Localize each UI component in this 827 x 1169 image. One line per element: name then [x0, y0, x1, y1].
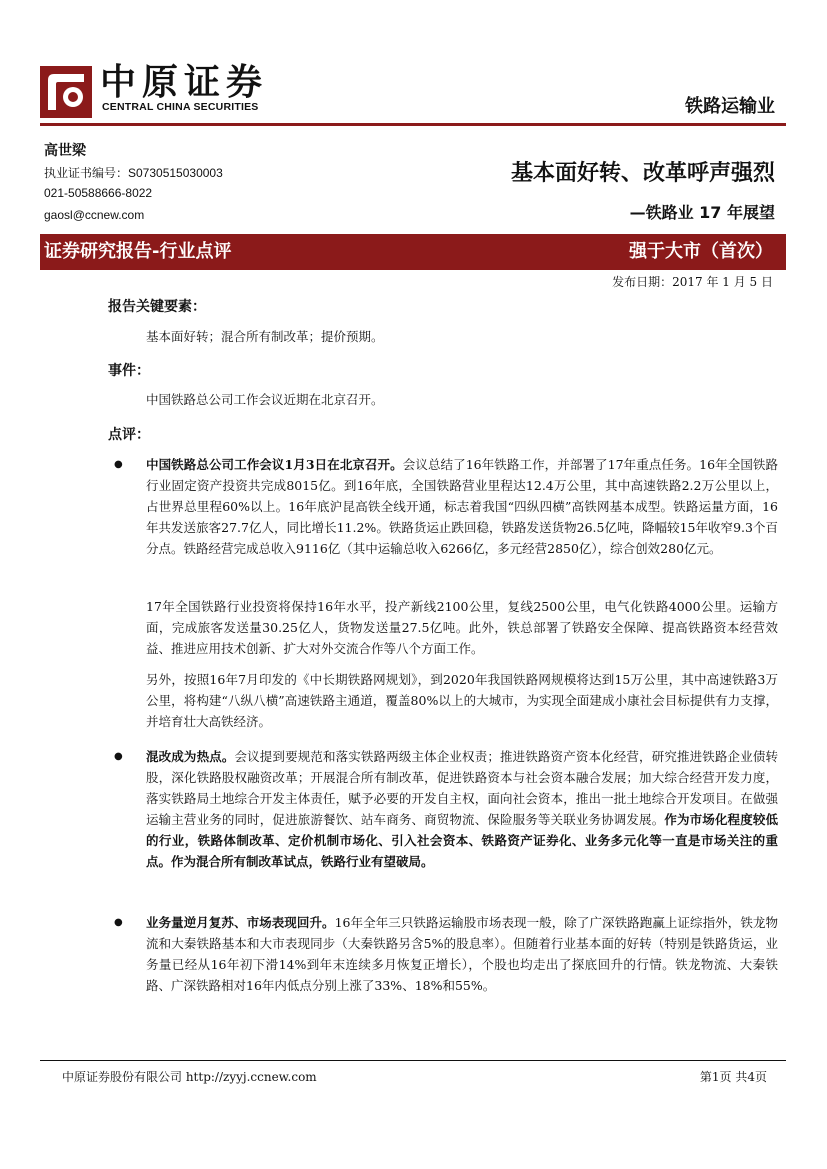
event-heading: 事件：: [108, 363, 150, 379]
report-category: 证券研究报告-行业点评: [44, 241, 232, 262]
paragraph-3: 另外，按照16年7月印发的《中长期铁路网规划》，到2020年我国铁路网规模将达到15万公里，其中高速铁路3万公里，将构建“八纵八横”高速铁路主通道，覆盖80%以上的大城市，为实现全面建成小康社会目标提供有力支撑，并培育壮大高铁经济。: [146, 672, 778, 729]
paragraph-4-lead: 混改成为热点。: [146, 749, 235, 764]
key-elements-heading: 报告关键要素：: [108, 299, 206, 315]
logo-english-name: CENTRAL CHINA SECURITIES: [102, 101, 259, 113]
header-divider: [40, 123, 786, 126]
analyst-cert: 执业证书编号：S0730515030003: [44, 166, 223, 180]
paragraph-1: [146, 454, 778, 559]
analyst-email: gaosl@ccnew.com: [44, 208, 145, 222]
analyst-name: 高世梁: [44, 143, 86, 159]
report-title: 基本面好转、改革呼声强烈: [510, 160, 775, 186]
comment-heading: 点评：: [108, 427, 150, 443]
company-logo-mark: [40, 66, 92, 118]
paragraph-4-body: 会议提到要规范和落实铁路两级主体企业权责；推进铁路资产资本化经营，研究推进铁路企业债转股，深化铁路股权融资改革；开展混合所有制改革，促进铁路资本与社会资本融合发展；加大综合经营开发力度，落实铁路局土地综合开发主体责任，赋予必要的开发自主权，面向社会资本，推出一批土地综合开发项目。在做强运输主营业务的同时，促进旅游餐饮、站车商务、商贸物流、保险服务等关联业务协调发展。: [146, 749, 778, 827]
industry-label: 铁路运输业: [685, 96, 775, 117]
paragraph-5-body: 16年全年三只铁路运输股市场表现一般，除了广深铁路跑赢上证综指外，铁龙物流和大秦铁路基本和大市表现同步（大秦铁路另含5%的股息率）。但随着行业基本面的好转（特别是铁路货运，业务量已经从16年初下滑14%到年末连续多月恢复正增长），个股也均走出了探底回升的行情。铁龙物流、大秦铁路、广深铁路相对16年内低点分别上涨了33%、18%和55%。: [146, 915, 778, 993]
footer-divider: [40, 1060, 786, 1061]
key-elements-text: 基本面好转；混合所有制改革；提价预期。: [146, 329, 384, 344]
footer-page-number: 第1页 共4页: [699, 1070, 767, 1084]
paragraph-5-lead: 业务量逆月复苏、市场表现回升。: [146, 915, 335, 930]
analyst-phone: 021-50588666-8022: [44, 186, 153, 200]
report-rating: 强于大市（首次）: [629, 241, 773, 262]
paragraph-4-conclusion: 作为市场化程度较低的行业，铁路体制改革、定价机制市场化、引入社会资本、铁路资产证券化、业务多元化等一直是市场关注的重点。作为混合所有制改革试点，铁路行业有望破局。: [146, 812, 778, 869]
paragraph-1-lead: 中国铁路总公司工作会议1月3日在北京召开。: [146, 457, 403, 472]
paragraph-4: [146, 746, 778, 872]
footer-company: 中原证券股份有限公司 http://zyyj.ccnew.com: [62, 1070, 317, 1084]
logo-chinese-name: 中原证券: [100, 61, 269, 103]
paragraph-5: [146, 912, 778, 996]
logo-emblem-icon: [40, 66, 92, 118]
paragraph-1-body: 会议总结了16年铁路工作，并部署了17年重点任务。16年全国铁路行业固定资产投资共完成8015亿。到16年底，全国铁路营业里程达12.4万公里，其中高速铁路2.2万公里以上，占世界总里程60%以上。16年底沪昆高铁全线开通，标志着我国“四纵四横”高铁网基本成型。铁路运量方面，16年共发送旅客27.7亿人，同比增长11.2%。铁路货运止跌回稳，铁路发送货物26.5亿吨，降幅较15年收窄9.3个百分点。铁路经营完成总收入9116亿（其中运输总收入6266亿，多元经营2850亿），综合创效280亿元。: [146, 457, 778, 556]
event-text: 中国铁路总公司工作会议近期在北京召开。: [146, 392, 384, 407]
bullet-icon: ●: [114, 751, 123, 762]
publish-date: 发布日期：2017 年 1 月 5 日: [612, 275, 773, 289]
bullet-icon: ●: [114, 917, 123, 928]
paragraph-2: 17年全国铁路行业投资将保持16年水平，投产新线2100公里，复线2500公里，电气化铁路4000公里。运输方面，完成旅客发送量30.25亿人，货物发送量27.5亿吨。此外，铁总部署了铁路安全保障、提高铁路资本经营效益、推进应用技术创新、扩大对外交流合作等八个方面工作。: [146, 599, 778, 656]
bullet-icon: ●: [114, 459, 123, 470]
report-subtitle: —铁路业 17 年展望: [629, 203, 775, 222]
